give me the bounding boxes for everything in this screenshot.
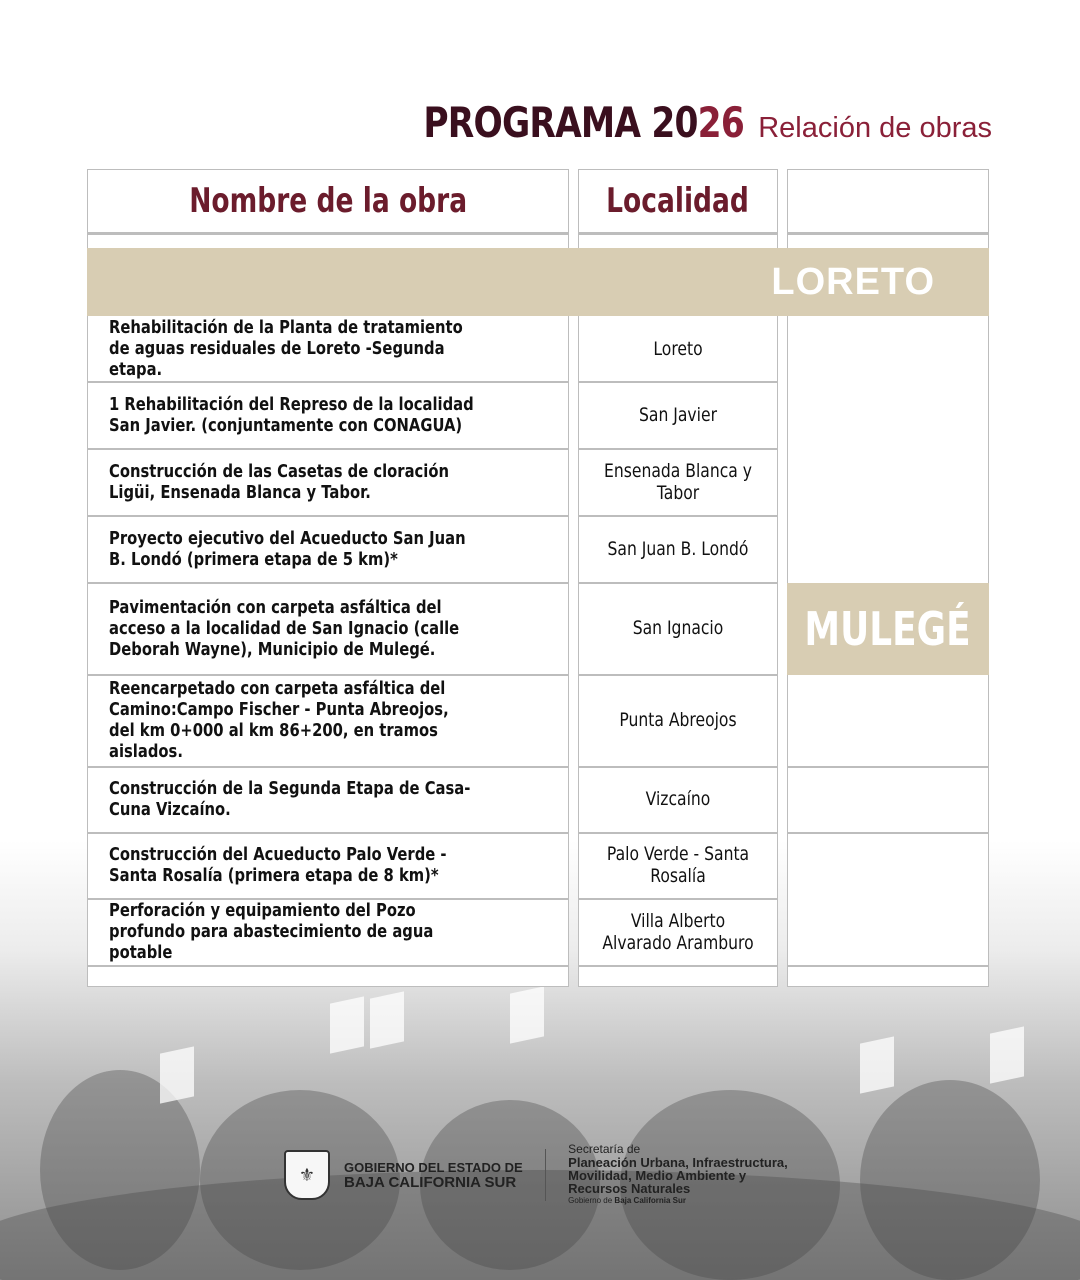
- table-row-obra: Proyecto ejecutivo del Acueducto San Juan B. Londó (primera etapa de 5 km)*: [109, 527, 466, 570]
- table-row-obra: Perforación y equipamiento del Pozo profundo para abastecimiento de agua potable: [109, 900, 434, 963]
- header-obra: Nombre de la obra: [87, 169, 569, 233]
- table-row-localidad: San Javier: [639, 403, 717, 426]
- table-row-obra: Construcción de la Segunda Etapa de Casa-Cuna Vizcaíno.: [109, 778, 471, 820]
- works-table: [87, 169, 989, 987]
- sec-name: Planeación Urbana, Infraestructura, Movilidad, Medio Ambiente y Recursos Naturales: [568, 1155, 788, 1196]
- sec-gov: Gobierno de Baja California Sur: [568, 1196, 686, 1205]
- footer-divider: [545, 1149, 547, 1201]
- state-seal-icon: ⚜: [284, 1150, 330, 1200]
- table-row-localidad: Palo Verde - Santa Rosalía: [606, 843, 750, 887]
- secretaria-block: [568, 1143, 808, 1207]
- page-title: [424, 98, 745, 147]
- gov-name: [344, 1160, 523, 1190]
- table-row-localidad: San Ignacio: [632, 617, 724, 639]
- page-header: [353, 98, 992, 147]
- table-row-localidad: Villa Alberto Alvarado Aramburo: [602, 909, 754, 954]
- table-row-obra: Rehabilitación de la Planta de tratamiento de aguas residuales de Loreto -Segunda etapa.: [109, 317, 463, 380]
- title-year-prefix: PROGRAMA 20: [423, 98, 698, 147]
- table-row-localidad: Ensenada Blanca y Tabor: [604, 459, 752, 504]
- table-row-obra: Construcción de las Casetas de cloración Ligüi, Ensenada Blanca y Tabor.: [109, 460, 450, 503]
- header-localidad: Localidad: [578, 169, 778, 233]
- table-row-localidad: Loreto: [653, 337, 703, 360]
- table-row-obra: Reencarpetado con carpeta asfáltica del Camino:Campo Fischer - Punta Abreojos, del km 0+000 al km 86+200, en tramos aislados.: [109, 678, 449, 762]
- table-row-localidad: Punta Abreojos: [619, 709, 737, 731]
- table-row-obra: Construcción del Acueducto Palo Verde - Santa Rosalía (primera etapa de 8 km)*: [109, 844, 447, 886]
- table-row-localidad: Vizcaíno: [645, 788, 711, 810]
- gov-line-2: BAJA CALIFORNIA SUR: [344, 1174, 517, 1191]
- region-band-mulege: MULEGÉ: [787, 583, 989, 675]
- title-year-accent: 26: [697, 98, 745, 147]
- table-row-localidad: San Juan B. Londó: [607, 537, 749, 560]
- region-band-loreto: [87, 248, 989, 316]
- page-subtitle: Relación de obras: [758, 112, 992, 144]
- header-region-blank: [787, 169, 989, 233]
- gov-line-1: GOBIERNO DEL ESTADO DE: [344, 1160, 523, 1175]
- footer-logos: [284, 1140, 808, 1210]
- region-label-loreto: LORETO: [771, 260, 935, 303]
- table-row-obra: 1 Rehabilitación del Represo de la localidad San Javier. (conjuntamente con CONAGUA): [109, 393, 474, 436]
- sec-label: Secretaría de: [568, 1142, 641, 1156]
- table-row-obra: Pavimentación con carpeta asfáltica del acceso a la localidad de San Ignacio (calle Deborah Wayne), Municipio de Mulegé.: [109, 596, 460, 660]
